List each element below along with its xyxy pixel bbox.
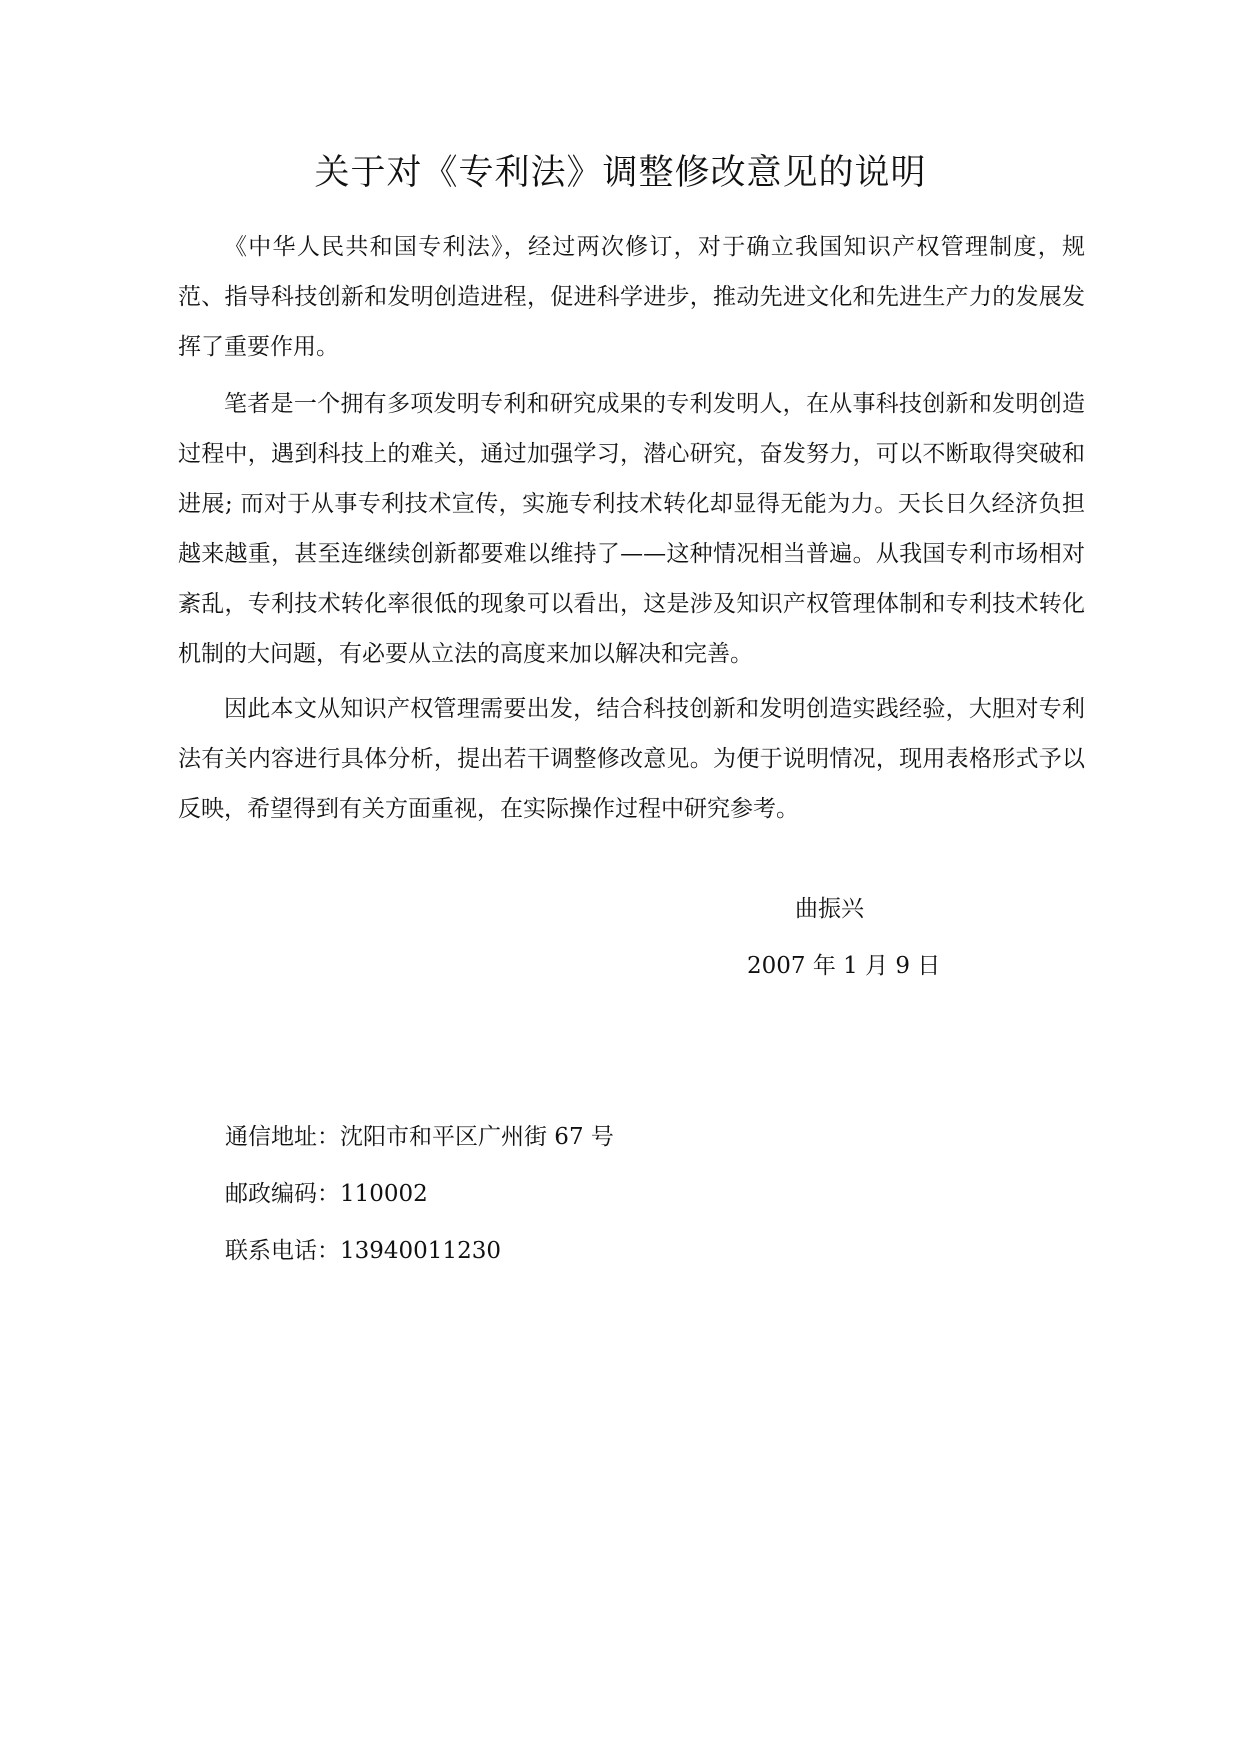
- document-title: 关于对《专利法》调整修改意见的说明: [314, 153, 927, 193]
- contact-address: 通信地址：沈阳市和平区广州街 67 号: [225, 1124, 614, 1150]
- contact-postcode: 邮政编码：110002: [225, 1181, 428, 1207]
- paragraph-purpose: 因此本文从知识产权管理需要出发，结合科技创新和发明创造实践经验，大胆对专利法有关内容进行具体分析，提出若干调整修改意见。为便于说明情况，现用表格形式予以反映，希望得到有关方面重视，在实际操作过程中研究参考。: [178, 696, 1085, 822]
- paragraph-intro: 《中华人民共和国专利法》，经过两次修订，对于确立我国知识产权管理制度，规范、指导科技创新和发明创造进程，促进科学进步，推动先进文化和先进生产力的发展发挥了重要作用。: [178, 234, 1085, 360]
- paragraph-background: 笔者是一个拥有多项发明专利和研究成果的专利发明人，在从事科技创新和发明创造过程中，遇到科技上的难关，通过加强学习，潜心研究，奋发努力，可以不断取得突破和进展; 而对于从事专利技术宣传，实施专利技术转化却显得无能为力。天长日久经济负担越来越重，甚至连继续创新都要难以维持了——这种情况相当普遍。从我国专利市场相对紊乱，专利技术转化率很低的现象可以看出，这是涉及知识产权管理体制和专利技术转化机制的大问题，有必要从立法的高度来加以解决和完善。: [178, 391, 1085, 667]
- contact-phone: 联系电话：13940011230: [225, 1238, 501, 1264]
- document-date: 2007 年 1 月 9 日: [747, 953, 941, 979]
- author-signature: 曲振兴: [795, 896, 864, 922]
